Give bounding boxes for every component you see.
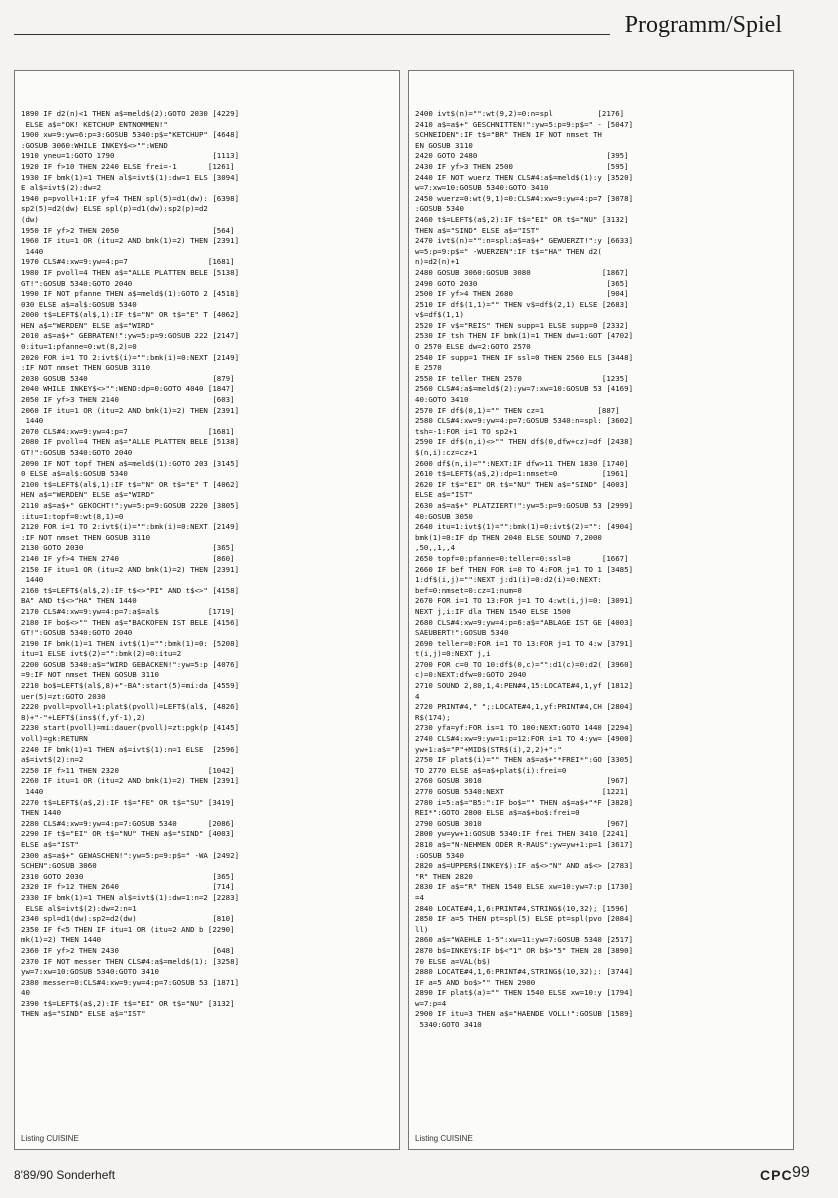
code-line: 1910 yneu=1:GOTO 1790 [1113] [21, 151, 240, 161]
code-line: NEXT j,i:IF dla THEN 1540 ELSE 1500 [415, 606, 571, 616]
code-line: 2230 start(pvoll)=mi:dauer(pvoll)=zt:pgk(p [4145] [21, 723, 240, 733]
code-line: =4 [415, 892, 424, 902]
code-line: w=7:xw=10:GOSUB 5340:GOTO 3410 [415, 183, 549, 193]
code-line: 40 [21, 988, 30, 998]
code-line: yw=7:xw=10:GOSUB 5340:GOTO 3410 [21, 967, 159, 977]
code-line: 2580 CLS#4:xw=9:yw=4:p=7:GOSUB 5340:n=spl: [3602] [415, 416, 634, 426]
code-line: HEN a$="WERDEN" ELSE a$="WIRD" [21, 490, 155, 500]
code-line: GT!":GOSUB 5340:GOTO 2040 [21, 278, 133, 288]
code-line: 2630 a$=a$+" PLATZIERT!":yw=5:p=9:GOSUB 53 [2999] [415, 500, 634, 510]
code-line: ELSE a$="OK! KETCHUP ENTNOMMEN!" [21, 119, 168, 129]
code-line: 2110 a$=a$+" GEKOCHT!":yw=5:p=9:GOSUB 2220 [3805] [21, 500, 240, 510]
page-number: 99 [792, 1164, 810, 1181]
code-line: 2120 FOR i=1 TO 2:ivt$(i)="":bmk(i)=0:NEXT [2149] [21, 522, 240, 532]
code-line: E al$=ivt$(2):dw=2 [21, 183, 102, 193]
code-line: 2490 GOTO 2030 [365] [415, 278, 629, 288]
code-line: 2050 IF yf>3 THEN 2140 [603] [21, 395, 235, 405]
code-line: 2480 GOSUB 3060:GOSUB 3080 [1867] [415, 267, 629, 277]
section-title: Programm/Spiel [624, 12, 782, 38]
code-line: 2070 CLS#4:xw=9:yw=4:p=7 [1681] [21, 426, 235, 436]
code-line: 2830 IF a$="R" THEN 1540 ELSE xw=10:yw=7:p [1730] [415, 882, 634, 892]
code-line: 2000 t$=LEFT$(al$,1):IF t$="N" OR t$="E" T [4062] [21, 310, 240, 320]
code-line: 1930 IF bmk(1)=1 THEN al$=ivt$(1):dw=1 ELS [3094] [21, 172, 240, 182]
code-line: sp2(5)=d2(dw) ELSE spl(p)=d1(dw):sp2(p)=d2 [21, 204, 208, 214]
code-line: 1990 IF NOT pfanne THEN a$=meld$(1):GOTO 2 [4518] [21, 289, 240, 299]
code-line: 2170 CLS#4:xw=9:yw=4:p=7:a$=al$ [1719] [21, 606, 235, 616]
code-line: 2570 IF df$(0,1)="" THEN cz=1 [887] [415, 405, 620, 415]
code-line: ELSE a$="IST" [415, 490, 473, 500]
code-line: 2720 PRINT#4," ";:LOCATE#4,1,yf:PRINT#4,CH [2804] [415, 702, 634, 712]
code-line: 2330 IF bmk(1)=1 THEN al$=ivt$(1):dw=1:n=2 [2283] [21, 892, 240, 902]
code-line: 2060 IF itu=1 OR (itu=2 AND bmk(1)=2) THEN [2391] [21, 405, 240, 415]
code-line: 2840 LOCATE#4,1,6:PRINT#4,STRING$(10,32); [1596] [415, 903, 629, 913]
code-line: 2660 IF bef THEN FOR i=0 TO 4:FOR j=1 TO 1 [3485] [415, 564, 634, 574]
code-line: yw+1:a$="P"+MID$(STR$(i),2,2)+":" [415, 744, 562, 754]
code-line: 2370 IF NOT messer THEN CLS#4:a$=meld$(1): [3258] [21, 956, 240, 966]
code-line: SCHNEIDEN":IF t$="BR" THEN IF NOT nmset TH [415, 130, 602, 140]
code-line: 2350 IF f<5 THEN IF itu=1 OR (itu=2 AND b [2290] [21, 924, 235, 934]
code-line: 2030 GOSUB 5340 [879] [21, 373, 235, 383]
code-line: 1440 [21, 416, 44, 426]
code-line: BA" AND t$<>"HA" THEN 1440 [21, 596, 137, 606]
code-line: 1900 xw=9:yw=6:p=3:GOSUB 5340:p$="KETCHUP" [4648] [21, 130, 240, 140]
code-line: 0 ELSE a$=al$:GOSUB 5340 [21, 469, 128, 479]
code-line: 2400 ivt$(n)="":wt(9,2)=0:n=spl [2176] [415, 109, 625, 118]
code-line: 2420 GOTO 2480 [395] [415, 151, 629, 161]
code-line: 2010 a$=a$+" GEBRATEN!":yw=5:p=9:GOSUB 222 [2147] [21, 331, 240, 341]
code-line: 2730 yfa=yf:FOR is=1 TO 100:NEXT:GOTO 1440 [2294] [415, 723, 634, 733]
code-line: tsh=-1:FOR i=1 TO sp2+1 [415, 426, 518, 436]
code-line: "R" THEN 2820 [415, 871, 473, 881]
code-line: 40:GOTO 3410 [415, 395, 469, 405]
code-line: 2430 IF yf>3 THEN 2500 [595] [415, 161, 629, 171]
code-line: 2240 IF bmk(1)=1 THEN a$=ivt$(1):n=1 ELSE [2596] [21, 744, 240, 754]
code-line: THEN a$="SIND" ELSE a$="IST" [21, 1009, 146, 1019]
code-line: 1950 IF yf>2 THEN 2050 [564] [21, 225, 235, 235]
code-line: SCHEN":GOSUB 3060 [21, 861, 97, 871]
code-line: 2610 t$=LEFT$(a$,2):dp=1:nmset=0 [1961] [415, 469, 629, 479]
code-line: 030 ELSE a$=al$:GOSUB 5340 [21, 299, 137, 309]
code-line: ,50,,1,,4 [415, 543, 456, 553]
code-line: 2360 IF yf>2 THEN 2430 [648] [21, 945, 235, 955]
code-line: :IF NOT nmset THEN GOSUB 3110 [21, 532, 151, 542]
code-line: 2150 IF itu=1 OR (itu=2 AND bmk(1)=2) THEN [2391] [21, 564, 240, 574]
code-line: 2140 IF yf>4 THEN 2740 [860] [21, 553, 235, 563]
code-line: 2520 IF v$="REIS" THEN supp=1 ELSE supp=0 [2332] [415, 320, 629, 330]
code-line: 1440 [21, 246, 44, 256]
code-line: 2850 IF a=5 THEN pt=spl(5) ELSE pt=spl(pvo [2084] [415, 914, 634, 924]
code-line: 4 [415, 691, 420, 701]
listing-caption-left: Listing CUISINE [21, 1134, 79, 1143]
code-line: 2750 IF plat$(i)="" THEN a$=a$+"*FREI*":GO [3305] [415, 755, 634, 765]
code-line: 2640 itu=1:ivt$(1)="":bmk(1)=0:ivt$(2)="": [4904] [415, 522, 634, 532]
code-line: GT!":GOSUB 5340:GOTO 2040 [21, 628, 133, 638]
code-line: 2510 IF df$(1,1)="" THEN v$=df$(2,1) ELSE [2683] [415, 299, 629, 309]
code-line: $(n,i):cz=cz+1 [415, 448, 478, 457]
code-line: 2450 wuerz=0:wt(9,1)=0:CLS#4:xw=9:yw=4:p=7 [3078] [415, 193, 634, 203]
code-line: ELSE a$="IST" [21, 839, 79, 849]
code-line: 2500 IF yf>4 THEN 2680 [904] [415, 289, 629, 299]
code-line: 2900 IF itu=3 THEN a$="HAENDE VOLL!":GOSUB [1589] [415, 1009, 634, 1019]
code-line: 2740 CLS#4:xw=9:yw=1:p=12:FOR i=1 TO 4:yw= [4900] [415, 734, 634, 744]
code-line: 1890 IF d2(n)<1 THEN a$=meld$(2):GOTO 2030 [4229] [21, 109, 240, 118]
code-line: 2290 IF t$="EI" OR t$="NU" THEN a$="SIND" [4003] [21, 829, 235, 839]
code-line: THEN a$="SIND" ELSE a$="IST" [415, 225, 540, 235]
code-line: 2670 FOR i=1 TO 13:FOR j=1 TO 4:wt(i,j)=0: [3091] [415, 596, 634, 606]
code-line: :GOSUB 3060:WHILE INKEY$<>"":WEND [21, 140, 168, 150]
code-line: w=7:p=4 [415, 998, 447, 1008]
code-line: 2200 GOSUB 5340:a$="WIRD GEBACKEN!":yw=5:p [4076] [21, 659, 240, 669]
code-line: 1940 p=pvoll+1:IF yf=4 THEN spl(5)=d1(dw): [6398] [21, 193, 240, 203]
code-line: 2700 FOR c=0 TO 10:df$(0,c)="":d1(c)=0:d2( [3960] [415, 659, 634, 669]
magazine-logo: CPC [760, 1167, 793, 1183]
code-line: 2650 topf=0:pfanne=0:teller=0:ssl=0 [1667] [415, 553, 629, 563]
code-line: 2270 t$=LEFT$(a$,2):IF t$="FE" OR t$="SU" [3419] [21, 797, 235, 807]
code-line: 2040 WHILE INKEY$<>"":WEND:dp=0:GOTO 4040 [1847] [21, 384, 235, 394]
code-line: w=5:p=9:p$=" -WUERZEN":IF t$="HA" THEN d2( [415, 246, 602, 256]
code-line: 2210 bo$=LEFT$(al$,8)+"-BA":start(5)=mi:da [4559] [21, 681, 240, 691]
code-line: 2560 CLS#4:a$=meld$(2):yw=7:xw=10:GOSUB 53 [4169] [415, 384, 634, 394]
code-line: 2770 GOSUB 5340:NEXT [1221] [415, 787, 629, 796]
code-line: :GOSUB 5340 [415, 204, 464, 214]
code-line: 2130 GOTO 2030 [365] [21, 543, 235, 553]
code-line: 2860 a$="WAEHLE 1-5":xw=11:yw=7:GOSUB 5340 [2517] [415, 935, 634, 945]
code-line: mk(1)=2) THEN 1440 [21, 935, 102, 945]
code-line: bmk(1)=0:IF dp THEN 2040 ELSE SOUND 7,2000 [415, 532, 602, 542]
code-line: 1970 CLS#4:xw=9:yw=4:p=7 [1681] [21, 257, 235, 267]
code-line: 1920 IF f>10 THEN 2240 ELSE frei=-1 [1261] [21, 161, 235, 171]
code-line: 2410 a$=a$+" GESCHNITTEN!":yw=5:p=9:p$=" - [5047] [415, 119, 634, 129]
code-line: 2160 t$=LEFT$(al$,2):IF t$<>"PI" AND t$<>" [4158] [21, 585, 240, 595]
header-rule [14, 34, 610, 35]
code-line: 1960 IF itu=1 OR (itu=2 AND bmk(1)=2) THEN [2391] [21, 236, 240, 246]
issue-label: 8'89/90 Sonderheft [14, 1168, 116, 1182]
code-line: HEN a$="WERDEN" ELSE a$="WIRD" [21, 320, 155, 330]
code-line: 1440 [21, 787, 44, 796]
code-line: EN GOSUB 3110 [415, 140, 473, 150]
code-line: 2100 t$=LEFT$(al$,1):IF t$="N" OR t$="E" T [4062] [21, 479, 240, 489]
code-line: 2180 IF bo$<>"" THEN a$="BACKOFEN IST BELE [4156] [21, 617, 240, 627]
code-line: 2680 CLS#4:xw=9:yw=4:p=6:a$="ABLAGE IST GE [4003] [415, 617, 634, 627]
code-line: TO 2770 ELSE a$=a$+plat$(i):frei=0 [415, 765, 567, 775]
code-line: 2340 spl=d1(dw):sp2=d2(dw) [810] [21, 914, 235, 924]
code-line: 8)+"-"+LEFT$(ins$(f,yf-1),2) [21, 712, 146, 722]
code-line: E 2570 [415, 363, 442, 373]
code-line: uer(5)=zt:GOTO 2030 [21, 691, 106, 701]
code-line: 0:itu=1:pfanne=0:wt(8,2)=0 [21, 342, 137, 352]
code-line: voll)=gk:RETURN [21, 734, 88, 744]
code-line: 2820 a$=UPPER$(INKEY$):IF a$<>"N" AND a$<> [2783] [415, 861, 634, 871]
code-line: SAEUBERT!":GOSUB 5340 [415, 628, 509, 638]
code-line: 2600 df$(n,i)="":NEXT:IF dfw>11 THEN 1830 [1740] [415, 458, 629, 468]
code-line: 2220 pvoll=pvoll+1:plat$(pvoll)=LEFT$(al$, [4826] [21, 702, 240, 712]
code-line: 2280 CLS#4:xw=9:yw=4:p=7:GOSUB 5340 [2086] [21, 818, 235, 828]
code-line: 2460 t$=LEFT$(a$,2):IF t$="EI" OR t$="NU" [3132] [415, 214, 629, 224]
code-line: a$=ivt$(2):n=2 [21, 755, 84, 765]
code-line: :itu=1:topf=0:wt(8,1)=0 [21, 511, 124, 521]
code-line: 2300 a$=a$+" GEWASCHEN!":yw=5:p=9:p$=" -WA [2492] [21, 850, 240, 860]
code-line: 1:df$(i,j)="":NEXT j:d1(i)=0:d2(i)=0:NEXT: [415, 575, 602, 585]
code-line: itu=1 ELSE ivt$(2)="":bmk(2)=0:itu=2 [21, 649, 182, 659]
code-line: 2810 a$="N-NEHMEN ODER R-RAUS":yw=yw+1:p=1 [3617] [415, 839, 634, 849]
code-line: 2530 IF tsh THEN IF bmk(1)=1 THEN dw=1:GOT [4702] [415, 331, 634, 341]
code-line: :IF NOT nmset THEN GOSUB 3110 [21, 363, 151, 373]
code-line: 2320 IF f>12 THEN 2640 [714] [21, 882, 235, 892]
code-line: GT!":GOSUB 5340:GOTO 2040 [21, 448, 133, 457]
listing-column-right [408, 70, 794, 1150]
code-line: 2870 b$=INKEY$:IF b$<"1" OR b$>"5" THEN 28 [3890] [415, 945, 634, 955]
code-line: 1980 IF pvoll=4 THEN a$="ALLE PLATTEN BELE [5138] [21, 267, 240, 277]
code-line: 2710 SOUND 2,80,1,4:PEN#4,15:LOCATE#4,1,yf [1812] [415, 681, 634, 691]
code-listing-left [21, 109, 393, 1020]
code-line: 2310 GOTO 2030 [365] [21, 871, 235, 881]
code-line: t(i,j)=0:NEXT j,i [415, 649, 491, 659]
listing-column-left [14, 70, 400, 1150]
code-line: 2540 IF supp=1 THEN IF ssl=0 THEN 2560 ELS [3448] [415, 352, 634, 362]
code-line: (dw) [21, 214, 39, 224]
code-line: REI*":GOTO 2800 ELSE a$=a$+bo$:frei=0 [415, 808, 580, 818]
code-line: 2470 ivt$(n)="":n=spl:a$=a$+" GEWUERZT!":y [6633] [415, 236, 634, 246]
code-line: 2080 IF pvoll=4 THEN a$="ALLE PLATTEN BELE [5138] [21, 437, 240, 447]
code-line: c)=0:NEXT:dfw=0:GOTO 2040 [415, 670, 527, 680]
code-line: 2390 t$=LEFT$(a$,2):IF t$="EI" OR t$="NU" [3132] [21, 998, 235, 1008]
code-line: 2260 IF itu=1 OR (itu=2 AND bmk(1)=2) THEN [2391] [21, 776, 240, 786]
listing-caption-right: Listing CUISINE [415, 1134, 473, 1143]
code-line: R$(174); [415, 712, 451, 722]
code-line: 2790 GOSUB 3010 [967] [415, 818, 629, 828]
code-line: 2190 IF bmk(1)=1 THEN ivt$(1)="":bmk(1)=0: [5208] [21, 638, 240, 648]
code-line: 2550 IF teller THEN 2570 [1235] [415, 373, 629, 383]
code-line: :GOSUB 5340 [415, 850, 464, 860]
code-line: IF a=5 AND bo$>"" THEN 2900 [415, 977, 536, 987]
code-line: 1440 [21, 575, 44, 585]
code-line: 2780 i=5:a$="B5:":IF bo$="" THEN a$=a$+"*F [3828] [415, 797, 634, 807]
code-line: 2020 FOR i=1 TO 2:ivt$(i)="":bmk(i)=0:NEXT [2149] [21, 352, 240, 362]
code-line: 2620 IF t$="EI" OR t$="NU" THEN a$="SIND" [4003] [415, 479, 629, 489]
code-line: 70 ELSE a=VAL(b$) [415, 956, 491, 966]
code-line: 2440 IF NOT wuerz THEN CLS#4:a$=meld$(1):y [3520] [415, 172, 634, 182]
code-line: 2800 yw=yw+1:GOSUB 5340:IF frei THEN 3410 [2241] [415, 829, 629, 839]
code-line: THEN 1440 [21, 808, 62, 818]
code-line: 2090 IF NOT topf THEN a$=meld$(1):GOTO 203 [3145] [21, 458, 240, 468]
code-line: v$=df$(1,1) [415, 310, 464, 320]
code-line: n)=d2(n)+1 [415, 257, 460, 267]
code-line: =9:IF NOT nmset THEN GOSUB 3110 [21, 670, 159, 680]
code-line: ELSE al$=ivt$(2):dw=2:n=1 [21, 903, 137, 913]
code-line: 2760 GOSUB 3010 [967] [415, 776, 629, 786]
code-line: ll) [415, 924, 429, 934]
code-line: 2250 IF f>11 THEN 2320 [1042] [21, 765, 235, 775]
code-line: 40:GOSUB 3050 [415, 511, 473, 521]
code-line: 2380 messer=0:CLS#4:xw=9:yw=4:p=7:GOSUB 53 [1871] [21, 977, 240, 987]
code-line: 2690 teller=0:FOR i=1 TO 13:FOR j=1 TO 4:w [3791] [415, 638, 634, 648]
code-line: 2590 IF df$(n,i)<>"" THEN df$(0,dfw+cz)=df [2438] [415, 437, 634, 447]
code-line: bef=0:nmset=0:cz=1:num=0 [415, 585, 522, 595]
code-listing-right [415, 109, 787, 1031]
code-line: 2880 LOCATE#4,1,6:PRINT#4,STRING$(10,32);: [3744] [415, 967, 634, 977]
code-line: 5340:GOTO 3410 [415, 1020, 482, 1030]
code-line: 2890 IF plat$(a)="" THEN 1540 ELSE xw=10:y [1794] [415, 988, 634, 998]
code-line: O 2570 ELSE dw=2:GOTO 2570 [415, 342, 531, 352]
